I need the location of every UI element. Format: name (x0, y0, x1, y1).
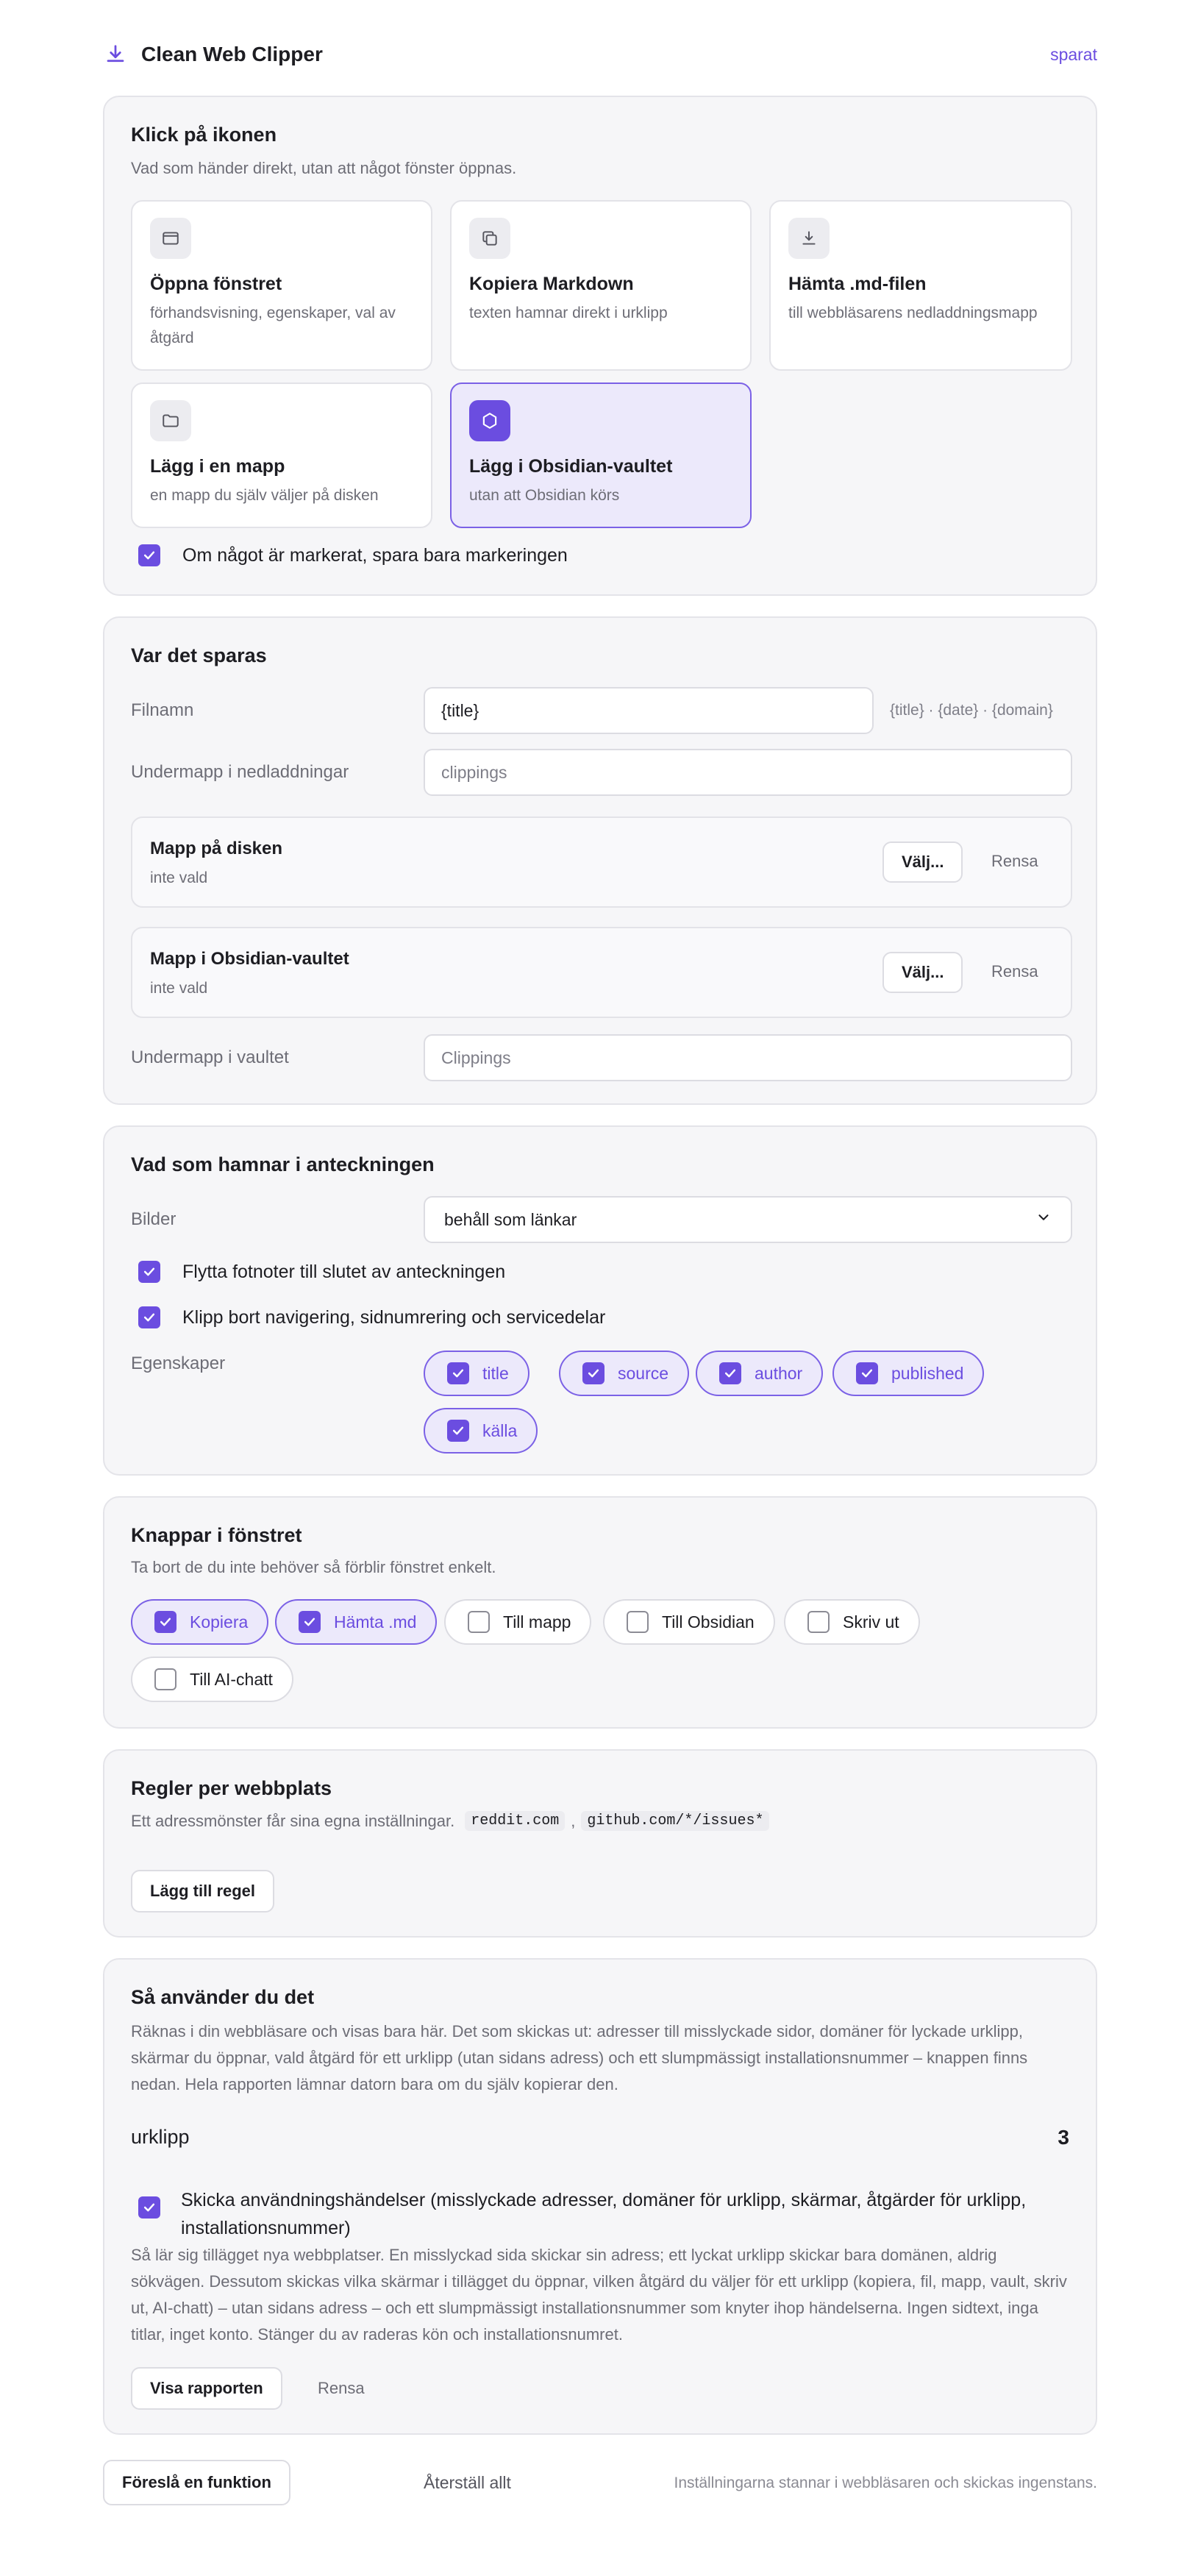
disk-folder-status: inte vald (150, 869, 208, 886)
button-chip-copy[interactable] (131, 1599, 268, 1645)
rules-subtitle-text: Ett adressmönster får sina egna inställningar. (131, 1811, 455, 1830)
images-label: Bilder (131, 1209, 176, 1229)
app-title: Clean Web Clipper (141, 43, 323, 65)
action-open-window[interactable] (131, 200, 432, 371)
suggest-feature-button[interactable]: Föreslå en funktion (103, 2460, 290, 2505)
chip-label: title (482, 1363, 509, 1383)
obsidian-icon (469, 400, 510, 441)
filename-input[interactable]: {title} (424, 687, 874, 734)
downloads-subfolder-label: Undermapp i nedladdningar (131, 762, 349, 782)
button-chip-to-folder[interactable] (444, 1599, 591, 1645)
site-rules-section (103, 1749, 1097, 1938)
action-title: Kopiera Markdown (469, 274, 634, 294)
action-title: Öppna fönstret (150, 274, 282, 294)
chip-label: Hämta .md (334, 1612, 417, 1632)
action-desc: till webbläsarens nedladdningsmapp (788, 305, 1038, 321)
checkbox-checked-icon (138, 1261, 160, 1283)
footer (103, 2460, 1097, 2507)
images-select-value: behåll som länkar (444, 1209, 577, 1229)
button-chip-to-obsidian[interactable] (603, 1599, 775, 1645)
property-chip-source[interactable] (559, 1351, 689, 1396)
send-events-detail: Så lär sig tillägget nya webbplatser. En misslyckad sida skickar sin adress; ett lyckat urklipp skickar bara domänen, aldrig sökvägen. Dessutom skickas vilka skärmar i tillägget du öppnar, vilken åtgärd du väljer för ett urklipp (kopiera, fil, mapp, vault, skriv ut, AI-chatt) – utan sidans adress – och ett slumpmässigt installationsnummer som knyter ihop händelserna. Ingen sidtext, inga titlar, inget konto. Stänger du av raderas kön och installationsnumret. (131, 2246, 1067, 2344)
chip-label: Till mapp (503, 1612, 571, 1632)
pattern-example: reddit.com (465, 1811, 565, 1831)
action-desc: en mapp du själv väljer på disken (150, 487, 379, 504)
chip-label: Skriv ut (843, 1612, 899, 1632)
usage-section (103, 1958, 1097, 2435)
checkbox-label: Klipp bort navigering, sidnumrering och servicedelar (182, 1306, 606, 1328)
action-save-to-obsidian[interactable] (450, 383, 752, 528)
checkbox-checked-icon (447, 1420, 469, 1442)
checkbox-checked-icon (299, 1611, 321, 1633)
section-title: Vad som hamnar i anteckningen (131, 1153, 435, 1175)
checkbox-unchecked-icon (807, 1611, 830, 1633)
usage-description: Räknas i din webbläsare och visas bara här. Det som skickas ut: adresser till misslyckade sidor, domäner för lyckade urklipp, skärmar du öppnar, vald åtgärd för ett urklipp (utan sidans adress) och ett slumpmässigt installationsnummer – knappen finns nedan. Hela rapporten lämnar datorn bara om du själv kopierar den. (131, 2022, 1028, 2093)
vault-subfolder-input[interactable]: Clippings (424, 1034, 1072, 1081)
section-title: Så använder du det (131, 1986, 315, 2008)
header (103, 37, 1097, 72)
checkbox-checked-icon (447, 1362, 469, 1384)
selection-only-checkbox[interactable] (138, 544, 568, 566)
note-content-section (103, 1125, 1097, 1476)
strip-navigation-checkbox[interactable] (138, 1306, 605, 1328)
checkbox-checked-icon (138, 544, 160, 566)
footer-note: Inställningarna stannar i webbläsaren och skickas ingenstans. (674, 2474, 1097, 2491)
property-chip-published[interactable] (832, 1351, 984, 1396)
clear-stats-button[interactable]: Rensa (318, 2379, 365, 2397)
chip-label: Till AI-chatt (190, 1669, 273, 1689)
stat-value: 3 (1058, 2126, 1069, 2149)
section-title: Var det sparas (131, 644, 267, 666)
downloads-subfolder-input[interactable]: clippings (424, 749, 1072, 796)
chip-label: source (618, 1363, 669, 1383)
pattern-separator: , (571, 1811, 576, 1830)
window-icon (150, 218, 191, 259)
images-select[interactable] (424, 1196, 1072, 1243)
click-action-section (103, 96, 1097, 596)
button-chip-print[interactable] (784, 1599, 920, 1645)
save-location-section (103, 616, 1097, 1105)
filename-hint: {title} · {date} · {domain} (890, 702, 1053, 719)
checkbox-checked-icon (719, 1362, 741, 1384)
checkbox-unchecked-icon (154, 1668, 176, 1690)
button-chip-ai-chat[interactable] (131, 1657, 293, 1702)
checkbox-checked-icon (138, 2196, 160, 2219)
vault-folder-panel (131, 927, 1072, 1018)
action-title: Hämta .md-filen (788, 274, 927, 294)
section-subtitle: Ta bort de du inte behöver så förblir fönstret enkelt. (131, 1558, 496, 1576)
action-title: Lägg i Obsidian-vaultet (469, 456, 673, 477)
choose-disk-folder-button[interactable]: Välj... (882, 842, 963, 883)
action-download-md[interactable] (769, 200, 1072, 371)
vault-subfolder-label: Undermapp i vaultet (131, 1047, 289, 1067)
checkbox-label: Skicka användningshändelser (misslyckade adresser, domäner för urklipp, skärmar, åtgärder för urklipp, installationsnummer) (181, 2190, 1027, 2238)
disk-folder-panel (131, 816, 1072, 908)
checkbox-checked-icon (154, 1611, 176, 1633)
properties-label: Egenskaper (131, 1353, 226, 1373)
vault-folder-title: Mapp i Obsidian-vaultet (150, 949, 349, 969)
checkbox-checked-icon (138, 1306, 160, 1328)
checkbox-unchecked-icon (468, 1611, 490, 1633)
send-events-checkbox[interactable] (138, 2186, 1072, 2242)
disk-folder-title: Mapp på disken (150, 839, 283, 858)
pattern-example: github.com/*/issues* (581, 1811, 769, 1831)
window-buttons-section (103, 1496, 1097, 1729)
button-chip-download-md[interactable] (275, 1599, 437, 1645)
checkbox-unchecked-icon (627, 1611, 649, 1633)
chip-label: Kopiera (190, 1612, 249, 1632)
chevron-down-icon (1035, 1209, 1052, 1230)
action-desc: utan att Obsidian körs (469, 487, 620, 504)
action-desc: förhandsvisning, egenskaper, val av åtgärd (150, 305, 396, 346)
section-subtitle (131, 1811, 769, 1831)
show-report-button[interactable]: Visa rapporten (131, 2367, 282, 2410)
chip-label: Till Obsidian (662, 1612, 755, 1632)
clear-disk-folder-button[interactable]: Rensa (991, 852, 1038, 870)
copy-icon (469, 218, 510, 259)
section-title: Regler per webbplats (131, 1777, 332, 1799)
download-icon (103, 42, 128, 67)
checkbox-checked-icon (582, 1362, 605, 1384)
checkbox-checked-icon (856, 1362, 878, 1384)
stat-label: urklipp (131, 2126, 190, 2148)
saved-link[interactable]: sparat (1050, 44, 1097, 64)
section-subtitle: Vad som händer direkt, utan att något fönster öppnas. (131, 159, 517, 177)
action-title: Lägg i en mapp (150, 456, 285, 477)
checkbox-label: Om något är markerat, spara bara markeringen (182, 544, 568, 566)
footnotes-checkbox[interactable] (138, 1261, 505, 1283)
choose-vault-folder-button[interactable]: Välj... (882, 952, 963, 993)
chip-label: published (891, 1363, 964, 1383)
property-chip-author[interactable] (696, 1351, 823, 1396)
filename-label: Filnamn (131, 700, 194, 720)
chip-label: källa (482, 1420, 518, 1440)
brand (103, 42, 323, 67)
folder-icon (150, 400, 191, 441)
section-title: Knappar i fönstret (131, 1524, 302, 1546)
reset-all-button[interactable]: Återställ allt (424, 2473, 511, 2492)
clear-vault-folder-button[interactable]: Rensa (991, 962, 1038, 981)
add-rule-button[interactable]: Lägg till regel (131, 1870, 274, 1913)
action-copy-markdown[interactable] (450, 200, 752, 371)
property-chip-kalla[interactable] (424, 1408, 538, 1454)
checkbox-label: Flytta fotnoter till slutet av anteckningen (182, 1261, 506, 1282)
action-save-to-folder[interactable] (131, 383, 432, 528)
chip-label: author (755, 1363, 803, 1383)
property-chip-title[interactable] (424, 1351, 529, 1396)
action-desc: texten hamnar direkt i urklipp (469, 305, 668, 321)
section-title: Klick på ikonen (131, 124, 277, 146)
vault-folder-status: inte vald (150, 980, 208, 997)
download-icon (788, 218, 830, 259)
